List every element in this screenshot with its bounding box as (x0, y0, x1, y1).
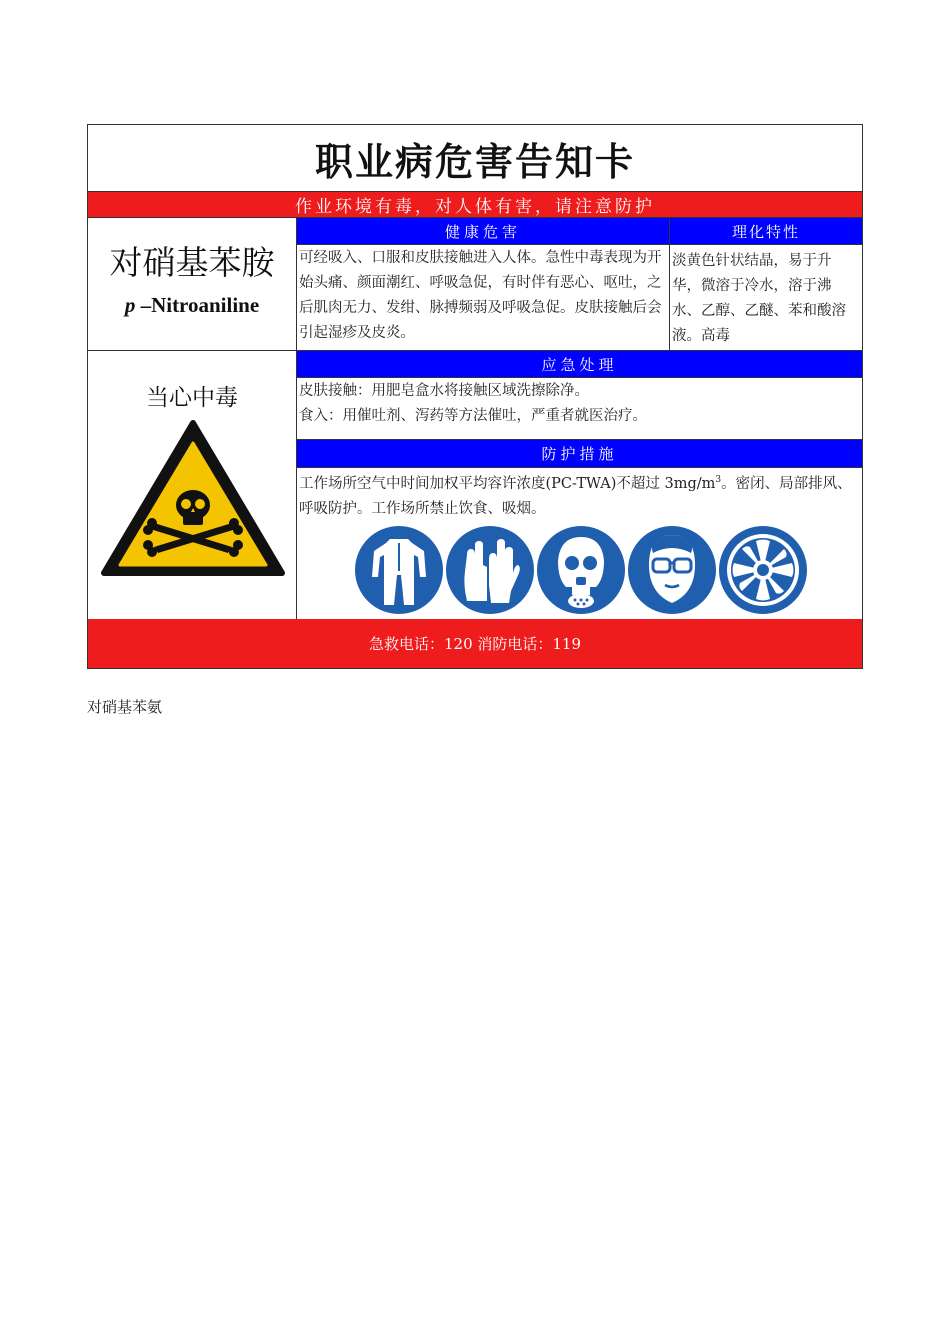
warning-banner: 作业环境有毒，对人体有害，请注意防护 (88, 192, 862, 217)
emergency-hotline: 急救电话：120 消防电话：119 (88, 619, 862, 668)
protection-text (299, 468, 861, 522)
divider (296, 217, 297, 619)
physchem-header: 理化特性 (670, 218, 862, 244)
chemical-name-en-main: –Nitroaniline (135, 293, 260, 317)
chemical-name-en (88, 293, 296, 318)
physchem-text: 淡黄色针状结晶，易于升华，微溶于冷水，溶于沸水、乙醇、乙醚、苯和酸溶液。高毒 (672, 253, 846, 344)
protective-gloves-icon (445, 525, 535, 615)
protective-suit-icon (354, 525, 444, 615)
protection-header: 防护措施 (297, 440, 862, 467)
emergency-header: 应急处理 (297, 351, 862, 377)
poison-warning-icon (100, 419, 286, 579)
footer-note: 对硝基苯氨 (87, 698, 163, 716)
health-hazard-text: 可经吸入、口服和皮肤接触进入人体。急性中毒表现为开始头痛、颜面潮红、呼吸急促，有时伴有恶心、呕吐，之后肌肉无力、发绀、脉搏频弱及呼吸急促。皮肤接触后会引起湿疹及皮炎。 (299, 250, 662, 341)
divider (296, 377, 862, 378)
gas-mask-icon (536, 525, 626, 615)
card-title: 职业病危害告知卡 (314, 139, 635, 184)
chemical-name-cn: 对硝基苯胺 (109, 243, 275, 282)
health-hazard-header: 健康危害 (297, 218, 669, 244)
ventilation-icon (718, 525, 808, 615)
emergency-line-skin: 皮肤接触：用肥皂盒水将接触区域洗擦除净。 (299, 383, 589, 399)
protection-text-b: 。密闭、局部排风、呼吸防护。工作场所禁止饮食、吸烟。 (299, 475, 852, 517)
chemical-name-en-prefix: p (124, 293, 136, 317)
divider (296, 244, 862, 245)
emergency-line-ingestion: 食入：用催吐剂、泻药等方法催吐，严重者就医治疗。 (299, 408, 647, 424)
caution-label: 当心中毒 (146, 385, 238, 411)
unit-superscript: 3 (715, 475, 722, 485)
protection-text-a: 工作场所空气中时间加权平均容许浓度(PC-TWA)不超过 3mg/m (299, 475, 716, 492)
safety-goggles-icon (627, 525, 717, 615)
hazard-notice-card (87, 124, 863, 669)
